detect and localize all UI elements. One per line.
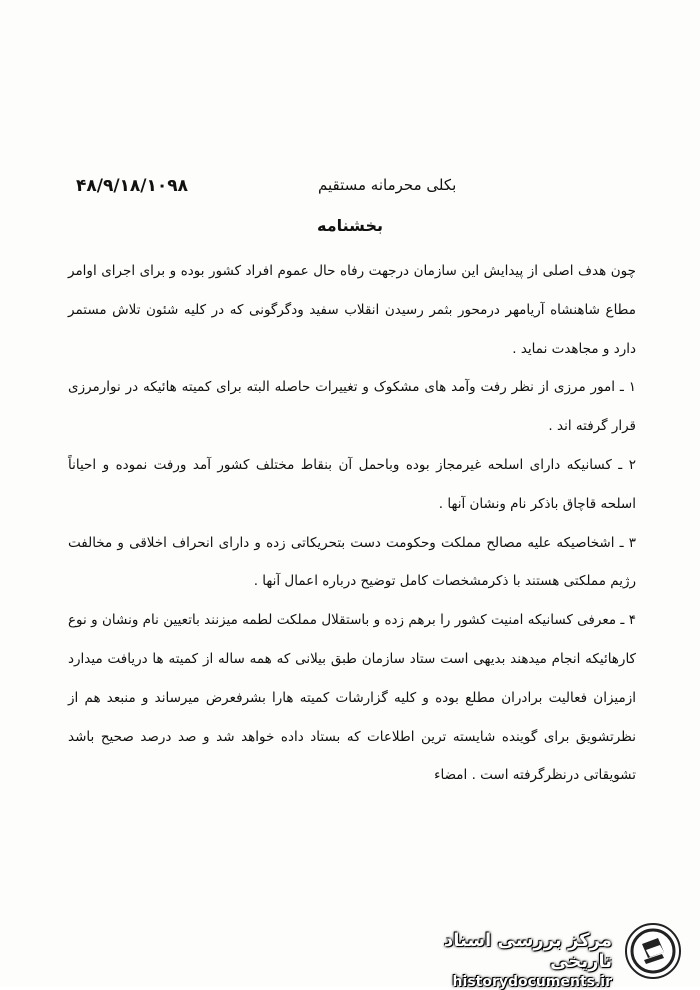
item-3-paragraph: ۳ ـ اشخاصیکه علیه مصالح مملکت وحکومت دست بتحریکاتی زده و دارای انحراف اخلاقی و مخالفت رژیم مملکتی هستند با ذکرمشخصات کامل توضیح درباره اعمال آنها . [68, 534, 636, 590]
document-header [0, 176, 700, 200]
watermark-logo [418, 920, 688, 990]
document-title: بخشنامه [317, 216, 383, 235]
watermark-site: historydocuments.ir [452, 974, 612, 990]
document-body [68, 252, 636, 795]
intro-paragraph: چون هدف اصلی از پیدایش این سازمان درجهت رفاه حال عموم افراد کشور بوده و برای اجرای اوامر مطاع شاهنشاه آریامهر درمحور بثمر رسیدن انقلاب سفید ودگرگونی که در کلیه شئون تلاش مستمر دارد و مجاهدت نماید . [68, 263, 636, 357]
watermark-name: مرکز بررسی اسناد تاریخی [444, 930, 612, 972]
classification-label: بکلی محرمانه مستقیم [318, 176, 457, 194]
item-1-paragraph: ۱ ـ امور مرزی از نظر رفت وآمد های مشکوک و تغییرات حاصله البته برای کمیته هائیکه در نوارمرزی قرار گرفته اند . [68, 379, 636, 435]
document-number: ۴۸/۹/۱۸/۱۰۹۸ [76, 176, 189, 196]
watermark-text [418, 930, 612, 990]
archive-logo-icon [624, 922, 682, 980]
item-2-paragraph: ۲ ـ کسانیکه دارای اسلحه غیرمجاز بوده وباحمل آن بنقاط مختلف کشور آمد ورفت نموده و احیاناً اسلحه قاچاق باذکر نام ونشان آنها . [68, 456, 636, 512]
item-4-paragraph: ۴ ـ معرفی کسانیکه امنیت کشور را برهم زده و باستقلال مملکت لطمه میزنند باتعیین نام ونشان و نوع کارهائیکه انجام میدهند بدیهی است ستاد سازمان طبق بیلانی که همه ساله از کمیته ها دریافت میدارد ازمیزان فعالیت برادران مطلع بوده و کلیه گزارشات کمیته هارا بشرفعرض میرساند و منبعد هم از نظرتشویق برای گوینده شایسته ترین اطلاعات که بستاد داده خواهد شد و صد درصد صحیح باشد تشویقاتی درنظرگرفته است . امضاء [68, 612, 636, 784]
